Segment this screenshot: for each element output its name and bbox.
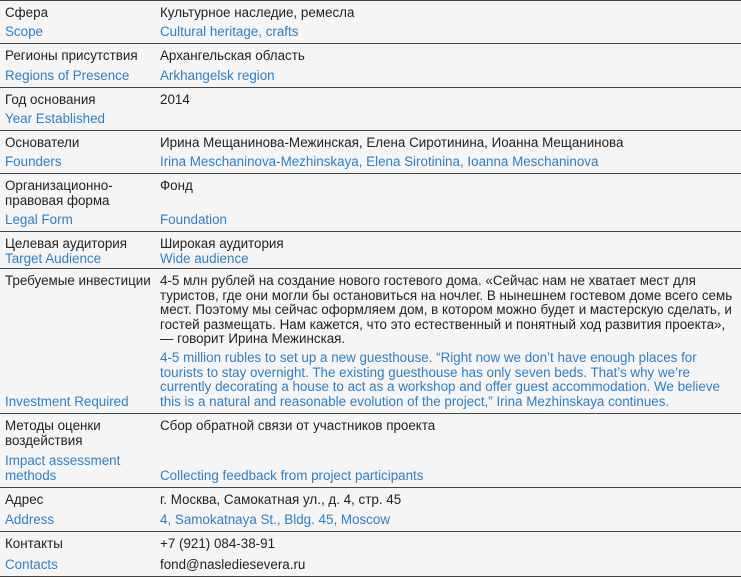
table-row-investment bbox=[0, 269, 741, 414]
label-en: Legal Form bbox=[5, 211, 73, 227]
label-en: Regions of Presence bbox=[5, 67, 130, 83]
label-cell bbox=[0, 269, 156, 413]
value-cell bbox=[156, 414, 741, 487]
value-en: 4-5 million rubles to set up a new guesthouse. “Right now we don’t have enough places for tourists to stay overnight. The existing guesthouse has only seven beds. That’s why we’re currently decorating a house to act as a workshop and offer guest accommodation. We believe this is a natural and reasonable evolution of the project,” Irina Mezhinskaya continues. bbox=[160, 350, 721, 409]
label-en: Founders bbox=[5, 153, 62, 169]
label-ru: Методы оценки воздействия bbox=[5, 418, 101, 448]
value-en: Collecting feedback from project participants bbox=[160, 467, 424, 483]
value-ru: Культурное наследие, ремесла bbox=[160, 5, 355, 20]
value-en: 4, Samokatnaya St., Bldg. 45, Moscow bbox=[160, 511, 390, 527]
label-cell bbox=[0, 414, 156, 487]
table-row-contacts bbox=[0, 532, 741, 577]
label-ru: Основатели bbox=[5, 135, 80, 150]
value-ru: Фонд bbox=[160, 178, 193, 193]
label-ru: Организационно-правовая форма bbox=[5, 178, 113, 208]
label-cell bbox=[0, 1, 156, 43]
value-ru: Широкая аудитория bbox=[160, 236, 284, 251]
label-cell bbox=[0, 232, 156, 268]
value-en: Wide audience bbox=[160, 250, 249, 266]
value-cell bbox=[156, 1, 741, 43]
label-ru: Контакты bbox=[5, 536, 63, 551]
table-row-audience bbox=[0, 232, 741, 269]
label-cell bbox=[0, 131, 156, 173]
table-row-legal-form bbox=[0, 174, 741, 232]
label-cell bbox=[0, 44, 156, 87]
value-en: Irina Meschaninova-Mezhinskaya, Elena Sirotinina, Ioanna Meschaninova bbox=[160, 153, 599, 169]
value-cell bbox=[156, 269, 741, 413]
table-row-address bbox=[0, 488, 741, 532]
table-row-impact-methods bbox=[0, 414, 741, 488]
label-cell bbox=[0, 174, 156, 231]
value-en: Arkhangelsk region bbox=[160, 67, 275, 83]
phone-value: +7 (921) 084-38-91 bbox=[160, 536, 276, 551]
value-cell bbox=[156, 88, 741, 130]
email-value: fond@naslediesevera.ru bbox=[160, 556, 306, 572]
value-cell bbox=[156, 532, 741, 576]
value-cell bbox=[156, 174, 741, 231]
label-en: Target Audience bbox=[5, 250, 102, 266]
value-ru: Ирина Мещанинова-Межинская, Елена Сиротинина, Иоанна Мещанинова bbox=[160, 135, 624, 150]
table-row-regions bbox=[0, 44, 741, 88]
value-ru: 4-5 млн рублей на создание нового гостевого дома. «Сейчас нам не хватает мест для туристов, где они могли бы остановиться на ночлег. В нынешнем гостевом доме всего семь мест. Поэтому мы сейчас оформляем дом, в котором можно будет и мастерскую сделать, и гостей размещать. Нам кажется, что это естественный и понятный ход развития проекта», — говорит Ирина Межинская. bbox=[160, 273, 733, 346]
label-en: Investment Required bbox=[5, 393, 129, 409]
label-cell bbox=[0, 532, 156, 576]
value-ru: Архангельская область bbox=[160, 48, 305, 63]
label-en: Impact assessment methods bbox=[5, 453, 121, 483]
value-cell bbox=[156, 488, 741, 531]
label-ru: Сфера bbox=[5, 5, 49, 20]
value-cell bbox=[156, 44, 741, 87]
label-ru: Год основания bbox=[5, 92, 96, 107]
label-en: Scope bbox=[5, 23, 43, 39]
label-ru: Целевая аудитория bbox=[5, 236, 127, 251]
table-row-founders bbox=[0, 131, 741, 174]
value-ru: 2014 bbox=[160, 92, 190, 107]
label-en: Contacts bbox=[5, 556, 58, 572]
label-cell bbox=[0, 488, 156, 531]
value-en: Foundation bbox=[160, 211, 228, 227]
value-cell bbox=[156, 131, 741, 173]
value-ru: Сбор обратной связи от участников проекта bbox=[160, 418, 436, 433]
value-cell bbox=[156, 232, 741, 268]
table-row-scope bbox=[0, 1, 741, 44]
label-ru: Адрес bbox=[5, 492, 44, 507]
label-en: Address bbox=[5, 511, 55, 527]
label-cell bbox=[0, 88, 156, 130]
label-ru: Регионы присутствия bbox=[5, 48, 138, 63]
value-ru: г. Москва, Самокатная ул., д. 4, стр. 45 bbox=[160, 492, 402, 507]
label-en: Year Established bbox=[5, 110, 106, 126]
label-ru: Требуемые инвестиции bbox=[5, 273, 151, 288]
value-en: Cultural heritage, crafts bbox=[160, 23, 299, 39]
table-row-year bbox=[0, 88, 741, 131]
